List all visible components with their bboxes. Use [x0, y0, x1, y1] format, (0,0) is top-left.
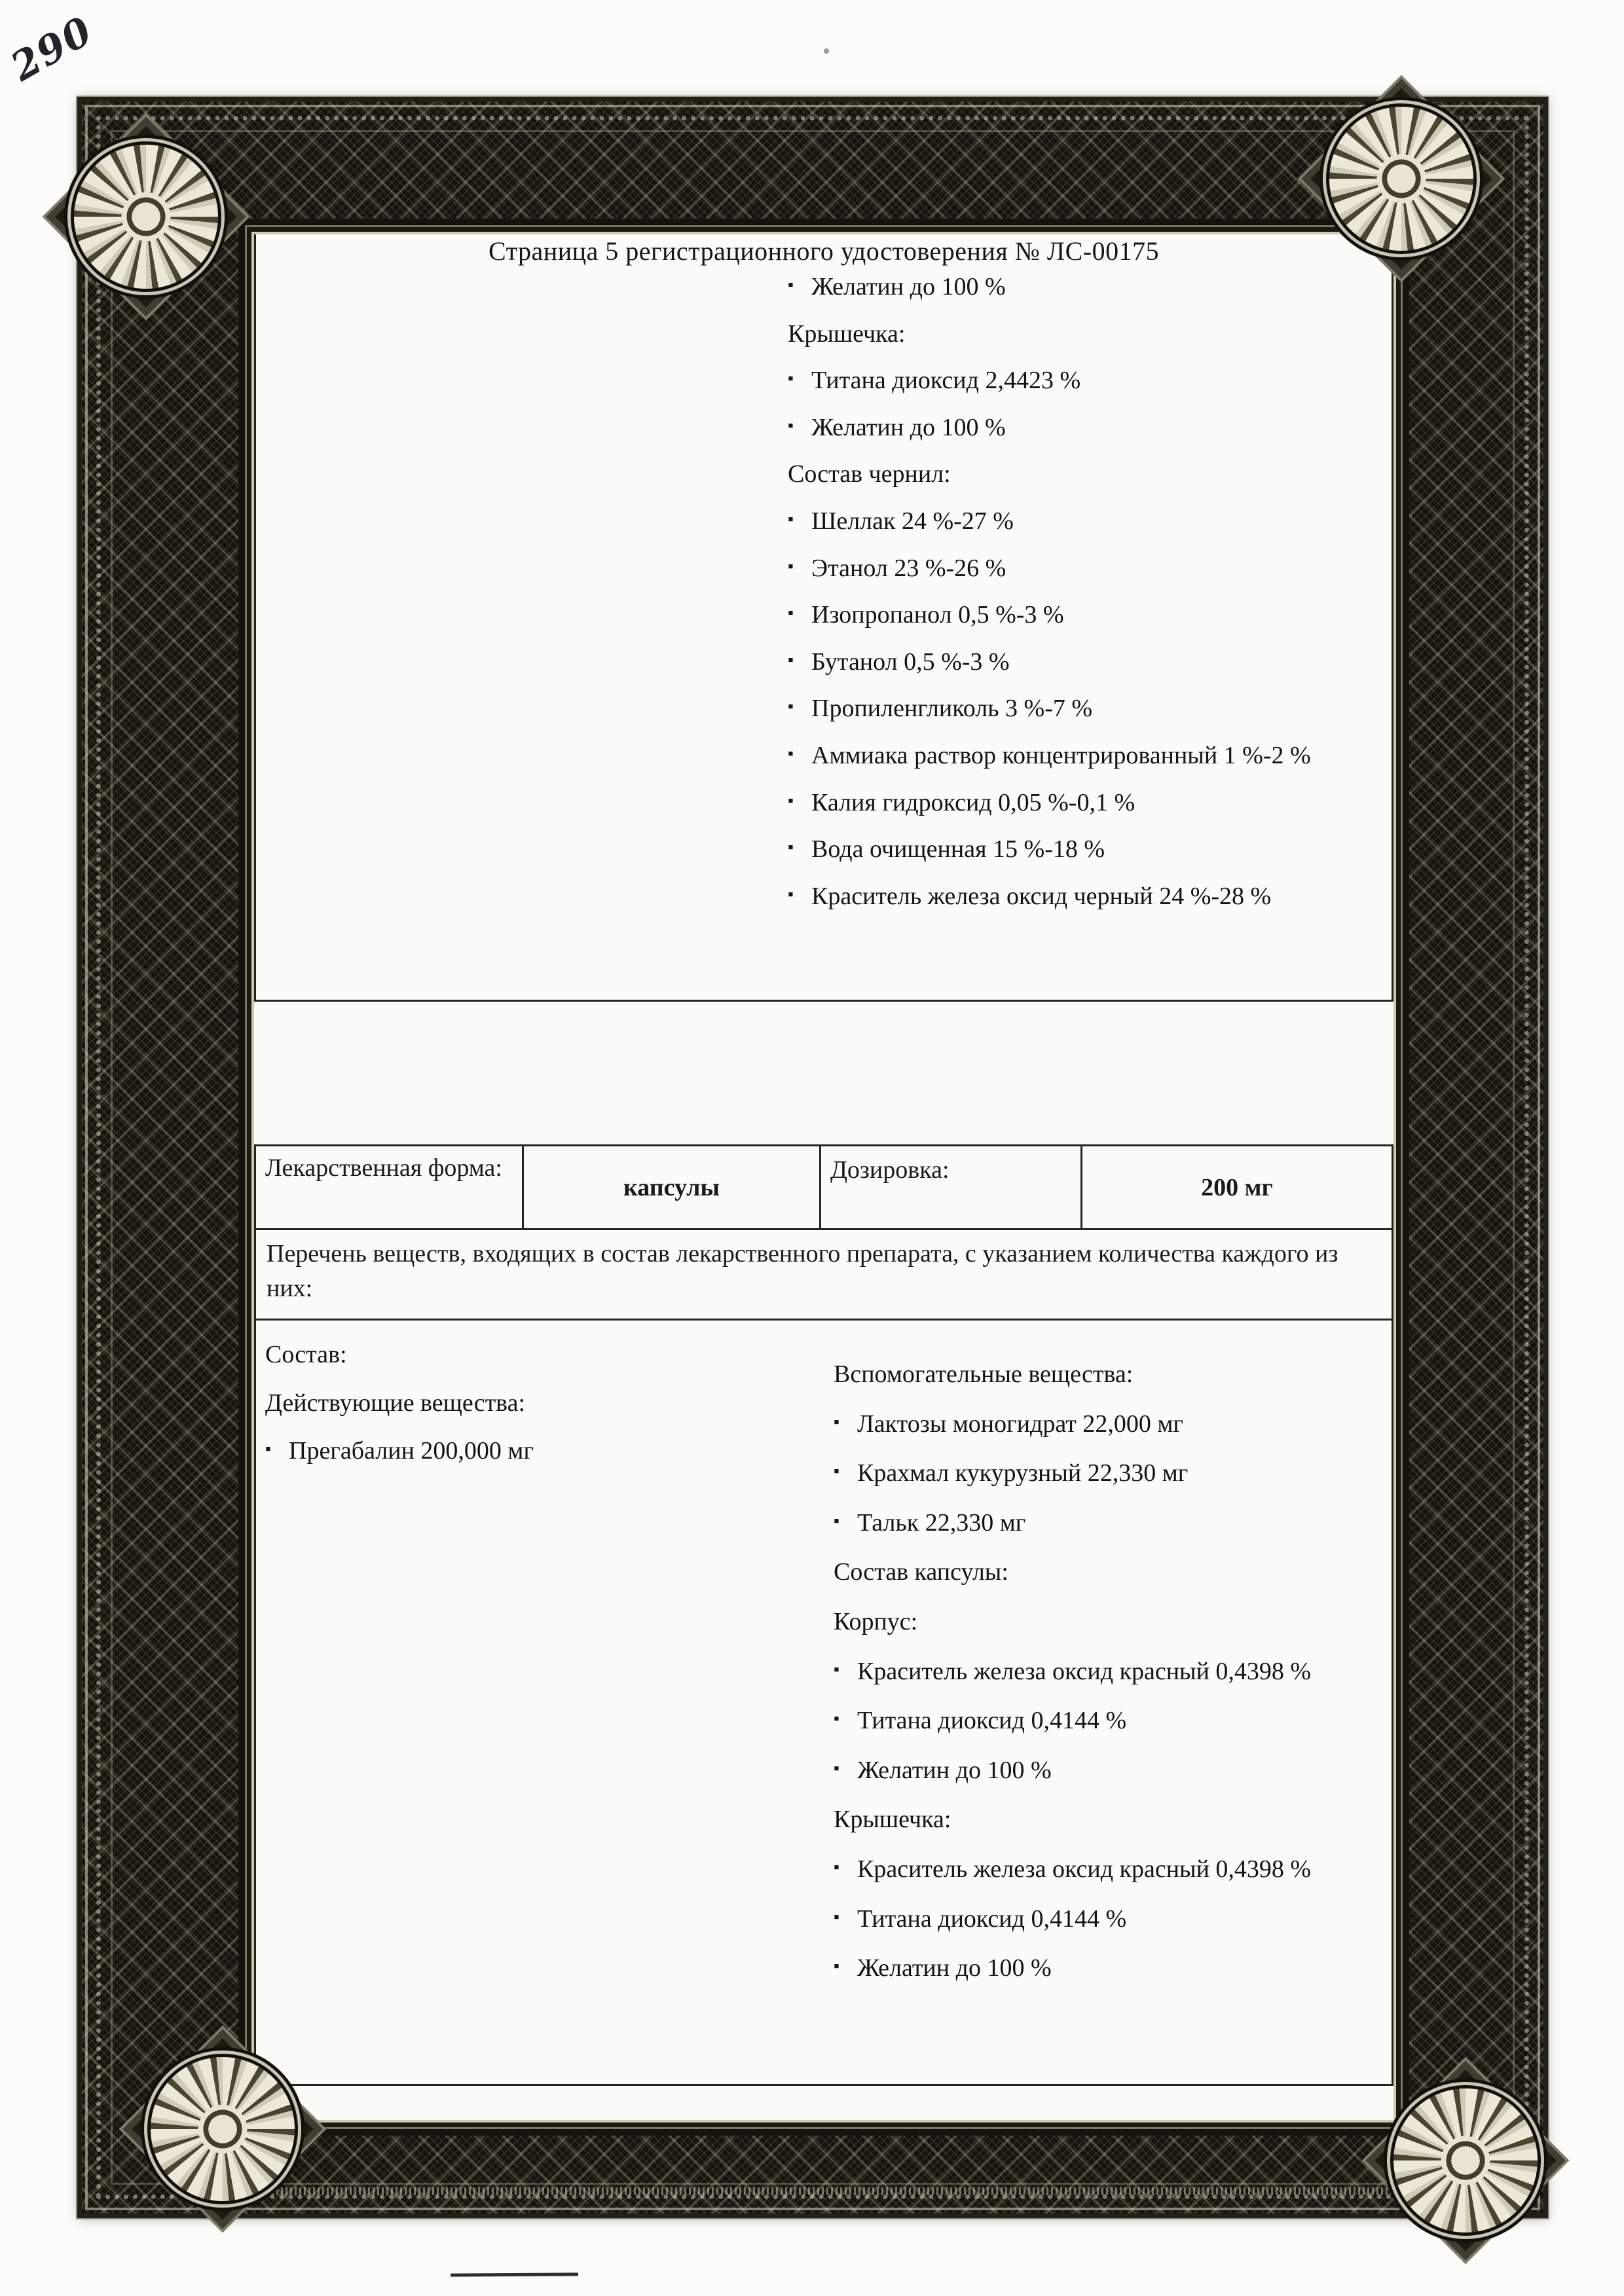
bullet-icon: ▪ — [834, 1463, 840, 1481]
form-value-cell: капсулы — [524, 1146, 821, 1228]
bullet-icon: ▪ — [834, 1512, 840, 1530]
bullet-icon: ▪ — [788, 370, 794, 388]
bullet-icon: ▪ — [788, 557, 794, 575]
list-item — [788, 600, 1312, 630]
list-item-text: Титана диоксид 0,4144 % — [857, 1707, 1127, 1735]
rosette-core-icon — [151, 2057, 295, 2201]
bullet-icon: ▪ — [788, 416, 794, 435]
list-subheading — [834, 1360, 1365, 1390]
list-item-text: Краситель железа оксид черный 24 %-28 % — [811, 882, 1272, 910]
list-item-text: Лактозы моногидрат 22,000 мг — [857, 1410, 1184, 1438]
list-item-text: Желатин до 100 % — [811, 273, 1006, 301]
bullet-icon: ▪ — [834, 1958, 840, 1976]
list-item — [834, 1954, 1365, 1984]
list-item-text: Крахмал кукурузный 22,330 мг — [857, 1459, 1189, 1487]
list-item-text: Крышечка: — [788, 319, 906, 348]
list-item — [788, 741, 1312, 771]
list-item-text: Желатин до 100 % — [857, 1756, 1052, 1784]
list-item-text: Желатин до 100 % — [811, 413, 1006, 441]
active-substances-column — [256, 1321, 832, 2084]
list-item-text: Вспомогательные вещества: — [834, 1360, 1134, 1388]
form-dose-row — [256, 1146, 1392, 1230]
bullet-icon: ▪ — [834, 1413, 840, 1431]
dose-value-cell: 200 мг — [1201, 1173, 1273, 1201]
list-item-text: Тальк 22,330 мг — [857, 1508, 1026, 1537]
list-item-text: Аммиака раствор концентрированный 1 %-2 % — [811, 741, 1311, 769]
list-item-text: Прегабалин 200,000 мг — [289, 1437, 534, 1465]
list-subheading — [834, 1805, 1365, 1835]
substances-caption: Перечень веществ, входящих в состав лекарственного препарата, с указанием количества каждого из них: — [256, 1230, 1392, 1321]
list-item-text: Крышечка: — [834, 1806, 951, 1834]
list-item — [788, 835, 1312, 865]
list-subheading — [834, 1607, 1365, 1637]
list-item-text: Титана диоксид 0,4144 % — [857, 1904, 1127, 1933]
list-item — [788, 507, 1312, 537]
list-subheading — [265, 1340, 819, 1370]
stray-mark — [451, 2272, 578, 2276]
list-item-text: Вода очищенная 15 %-18 % — [811, 835, 1105, 864]
list-subheading — [788, 319, 1312, 350]
corner-rosette-bottom-left — [140, 2047, 305, 2212]
bullet-icon: ▪ — [788, 604, 794, 623]
certificate-paper — [254, 234, 1393, 2120]
list-item-text: Состав чернил: — [788, 460, 951, 488]
list-subheading — [834, 1558, 1365, 1588]
list-item — [834, 1706, 1365, 1736]
corner-rosette-bottom-right — [1383, 2078, 1548, 2243]
rosette-core-icon — [1329, 107, 1473, 251]
list-item — [788, 788, 1312, 818]
list-item — [834, 1508, 1365, 1539]
form-label-cell: Лекарственная форма: — [256, 1146, 524, 1228]
list-item-text: Бутанол 0,5 %-3 % — [811, 647, 1010, 676]
rosette-core-icon — [74, 145, 218, 289]
composition-row — [256, 1321, 1392, 2084]
rosette-core-icon — [1393, 2088, 1538, 2232]
page-header: Страница 5 регистрационного удостоверения № ЛС-00175 — [488, 236, 1160, 266]
list-item-text: Этанол 23 %-26 % — [811, 554, 1006, 582]
list-item-text: Титана диоксид 2,4423 % — [811, 367, 1081, 395]
list-item-text: Корпус: — [834, 1607, 918, 1635]
microprint-strip — [180, 2187, 1424, 2195]
list-item-text: Пропиленгликоль 3 %-7 % — [811, 695, 1093, 723]
corner-rosette-top-right — [1319, 96, 1484, 261]
list-item — [788, 272, 1312, 302]
scan-speck — [824, 48, 829, 54]
ink-composition-box — [254, 234, 1393, 1002]
handwritten-page-number: 290 — [3, 7, 101, 91]
bullet-icon: ▪ — [788, 792, 794, 810]
list-item-text: Состав: — [265, 1341, 347, 1368]
list-item-text: Состав капсулы: — [834, 1558, 1008, 1586]
list-item-text: Краситель железа оксид красный 0,4398 % — [857, 1855, 1312, 1883]
list-item-text: Шеллак 24 %-27 % — [811, 507, 1014, 535]
list-item — [834, 1904, 1365, 1935]
dose-label-cell: Дозировка: — [821, 1146, 1082, 1228]
scan-speck — [84, 115, 88, 119]
bullet-icon: ▪ — [788, 510, 794, 528]
list-item — [265, 1436, 819, 1467]
list-item — [788, 413, 1312, 443]
bullet-icon: ▪ — [265, 1440, 271, 1459]
list-item — [834, 1657, 1365, 1687]
list-item — [788, 366, 1312, 396]
list-item-text: Желатин до 100 % — [857, 1954, 1052, 1982]
list-item — [788, 882, 1312, 912]
bullet-icon: ▪ — [834, 1858, 840, 1876]
bullet-icon: ▪ — [834, 1710, 840, 1728]
list-item — [834, 1855, 1365, 1885]
bullet-icon: ▪ — [834, 1908, 840, 1926]
list-item — [834, 1756, 1365, 1786]
list-subheading — [788, 460, 1312, 490]
list-item — [788, 694, 1312, 724]
list-item — [834, 1410, 1365, 1440]
list-item — [834, 1459, 1365, 1489]
bullet-icon: ▪ — [788, 651, 794, 669]
bullet-icon: ▪ — [788, 885, 794, 903]
ink-composition-list — [788, 272, 1312, 928]
list-item — [788, 647, 1312, 678]
list-subheading — [265, 1389, 819, 1419]
drug-form-table — [254, 1144, 1393, 2086]
bullet-icon: ▪ — [834, 1660, 840, 1679]
auxiliary-substances-column — [832, 1321, 1392, 2084]
bullet-icon: ▪ — [834, 1759, 840, 1777]
bullet-icon: ▪ — [788, 744, 794, 763]
corner-rosette-top-left — [64, 134, 229, 299]
list-item — [788, 554, 1312, 584]
bullet-icon: ▪ — [788, 839, 794, 857]
bullet-icon: ▪ — [788, 276, 794, 294]
bullet-icon: ▪ — [788, 698, 794, 716]
list-item-text: Изопропанол 0,5 %-3 % — [811, 601, 1064, 629]
list-item-text: Краситель железа оксид красный 0,4398 % — [857, 1657, 1312, 1685]
list-item-text: Действующие вещества: — [265, 1389, 526, 1417]
list-item-text: Калия гидроксид 0,05 %-0,1 % — [811, 788, 1135, 816]
